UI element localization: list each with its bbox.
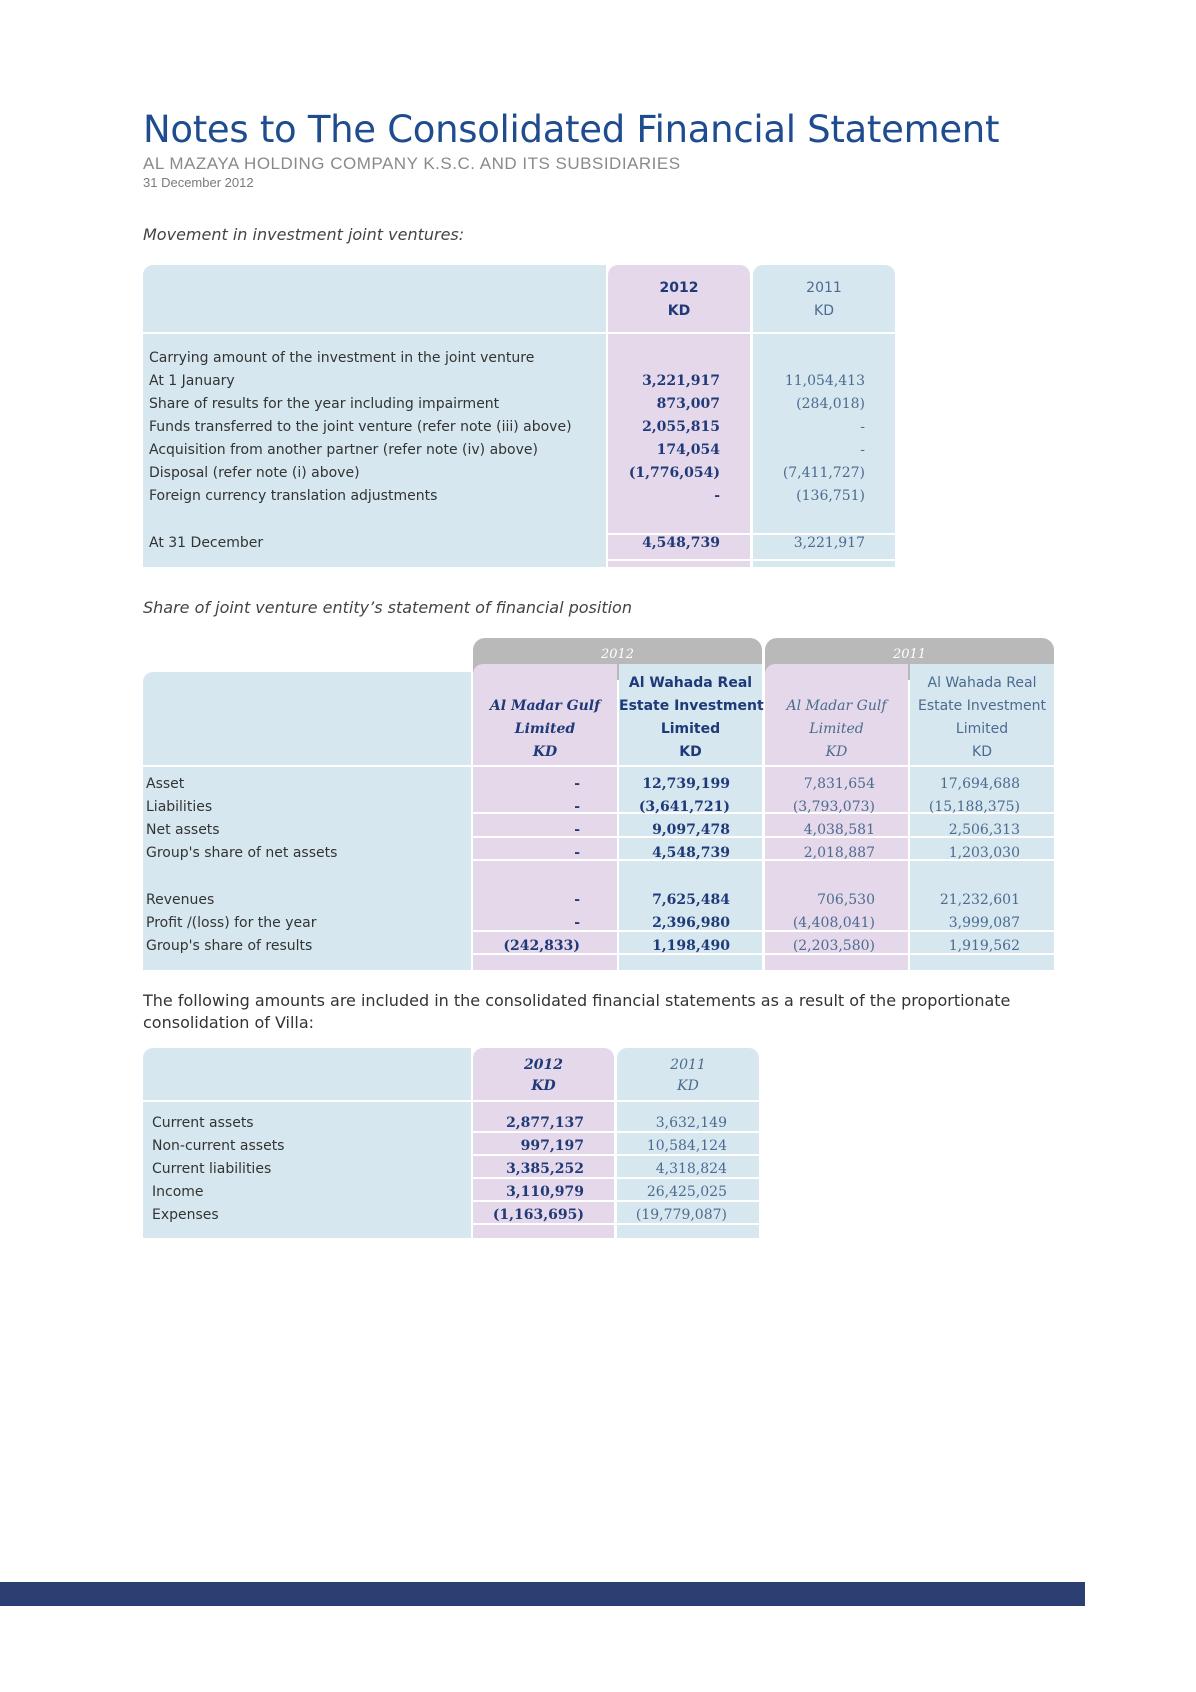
- table2-caption: Share of joint venture entity’s statement of financial position: [143, 598, 632, 617]
- table-cell: 1,198,490: [652, 938, 730, 954]
- table2-col2-l3: Limited: [660, 721, 721, 737]
- villa-consolidation-note: The following amounts are included in the consolidated financial statements as a result of the proportionate consolidation of Villa:: [143, 991, 1011, 1032]
- table-cell: 2,396,980: [652, 915, 730, 931]
- table1-total-label: At 31 December: [149, 535, 264, 551]
- table-cell: 706,530: [817, 892, 875, 908]
- table2-group-2012: 2012: [600, 647, 635, 662]
- table-cell: 21,232,601: [939, 892, 1020, 908]
- table-cell: -: [574, 845, 580, 861]
- table-cell: 17,694,688: [939, 776, 1020, 792]
- table-cell: 3,221,917: [642, 373, 720, 389]
- table-cell: 1,919,562: [948, 938, 1020, 954]
- table1-total-2011: 3,221,917: [793, 535, 865, 551]
- table-cell: (15,188,375): [928, 799, 1020, 815]
- table-row-label: Share of results for the year including impairment: [149, 396, 500, 412]
- table1-total-2012: 4,548,739: [642, 535, 720, 551]
- table2-col2-l4: KD: [679, 744, 702, 760]
- table-cell: 10,584,124: [646, 1138, 727, 1154]
- table2-group-2011: 2011: [892, 647, 927, 662]
- table-row-label: Asset: [146, 776, 185, 792]
- table-cell: -: [860, 442, 865, 458]
- table-cell: 3,110,979: [506, 1184, 584, 1200]
- table2-col4-l3: Limited: [955, 721, 1009, 737]
- table-row-label: Liabilities: [146, 799, 213, 815]
- company-name: AL MAZAYA HOLDING COMPANY K.S.C. AND ITS SUBSIDIARIES: [143, 154, 681, 173]
- table1-header-2011-year: 2011: [806, 280, 842, 296]
- table-cell: 9,097,478: [652, 822, 730, 838]
- table-row-label: Acquisition from another partner (refer note (iv) above): [149, 442, 538, 458]
- table-cell: (3,793,073): [792, 799, 875, 815]
- table-cell: -: [860, 419, 865, 435]
- table-cell: (4,408,041): [792, 915, 875, 931]
- table-row-label: Income: [152, 1184, 204, 1200]
- table-row-label: Expenses: [152, 1207, 219, 1223]
- table2-col1-l2: Limited: [514, 721, 576, 737]
- table1-header-2012-year: 2012: [659, 280, 699, 296]
- table-row-label: Funds transferred to the joint venture (refer note (iii) above): [149, 419, 572, 435]
- table-cell: 873,007: [656, 396, 720, 412]
- table-row-label: Group's share of results: [146, 938, 313, 954]
- table-cell: -: [574, 776, 580, 792]
- table-cell: 7,831,654: [803, 776, 875, 792]
- table2-col4-l2: Estate Investment: [917, 698, 1047, 714]
- page-title: Notes to The Consolidated Financial Statement: [143, 108, 1000, 151]
- table-cell: (136,751): [796, 488, 865, 504]
- table-cell: 26,425,025: [646, 1184, 727, 1200]
- table3-header-2012-unit: KD: [531, 1078, 556, 1094]
- table3-header-2011-unit: KD: [677, 1078, 699, 1094]
- table-cell: 4,318,824: [655, 1161, 727, 1177]
- table-cell: 3,632,149: [655, 1115, 727, 1131]
- table-row-label: Net assets: [146, 822, 220, 838]
- table-cell: 11,054,413: [784, 373, 865, 389]
- table-cell: 3,385,252: [506, 1161, 584, 1177]
- table1-caption: Movement in investment joint ventures:: [143, 225, 465, 244]
- table2-col1-l1: Al Madar Gulf: [489, 698, 601, 714]
- table-row-label: Profit /(loss) for the year: [146, 915, 317, 931]
- table-cell: 174,054: [656, 442, 720, 458]
- table-cell: (242,833): [503, 938, 580, 954]
- table-cell: -: [574, 892, 580, 908]
- table-cell: 3,999,087: [948, 915, 1020, 931]
- table-cell: 7,625,484: [652, 892, 730, 908]
- table-row-label: Revenues: [146, 892, 215, 908]
- table-cell: 4,038,581: [803, 822, 875, 838]
- table1-header-2012-unit: KD: [667, 303, 691, 319]
- table2-col3-l2: Limited: [809, 721, 864, 737]
- table-cell: 2,877,137: [506, 1115, 584, 1131]
- table-cell: -: [574, 822, 580, 838]
- table1-section-label: Carrying amount of the investment in the joint venture: [149, 350, 535, 366]
- table2-col4-l1: Al Wahada Real: [927, 675, 1037, 691]
- table-row-label: Disposal (refer note (i) above): [149, 465, 360, 481]
- table-row-label: Non-current assets: [152, 1138, 285, 1154]
- table2-col1-l3: KD: [532, 744, 558, 760]
- report-date: 31 December 2012: [143, 175, 254, 190]
- table-row-label: Foreign currency translation adjustments: [149, 488, 438, 504]
- table3-header-2011-year: 2011: [670, 1057, 706, 1073]
- table-cell: (7,411,727): [782, 465, 865, 481]
- table-cell: 1,203,030: [948, 845, 1020, 861]
- table-row-label: Current liabilities: [152, 1161, 272, 1177]
- table-row-label: Group's share of net assets: [146, 845, 338, 861]
- table-cell: -: [714, 488, 720, 504]
- table-cell: 2,055,815: [642, 419, 720, 435]
- table2-col3-l3: KD: [825, 744, 848, 760]
- table2-col2-l2: Estate Investment: [619, 698, 764, 714]
- footer-bar: [0, 1582, 1085, 1606]
- table-cell: (19,779,087): [635, 1207, 727, 1223]
- table-cell: (284,018): [796, 396, 865, 412]
- table-cell: 997,197: [520, 1138, 584, 1154]
- table-cell: 4,548,739: [652, 845, 730, 861]
- table-cell: (1,163,695): [492, 1207, 584, 1223]
- table-cell: (1,776,054): [628, 465, 720, 481]
- table2-col4-l4: KD: [972, 744, 992, 760]
- table1-header-2011-unit: KD: [814, 303, 834, 319]
- table2-col2-l1: Al Wahada Real: [628, 675, 753, 691]
- table-cell: (3,641,721): [638, 799, 730, 815]
- table-row-label: At 1 January: [149, 373, 235, 389]
- table-cell: 12,739,199: [642, 776, 730, 792]
- table-cell: -: [574, 799, 580, 815]
- table-cell: (2,203,580): [792, 938, 875, 954]
- table-row-label: Current assets: [152, 1115, 254, 1131]
- table2-col3-l1: Al Madar Gulf: [786, 698, 887, 714]
- table3-header-2012-year: 2012: [524, 1057, 563, 1073]
- table-cell: 2,506,313: [948, 822, 1020, 838]
- table-cell: -: [574, 915, 580, 931]
- table-cell: 2,018,887: [803, 845, 875, 861]
